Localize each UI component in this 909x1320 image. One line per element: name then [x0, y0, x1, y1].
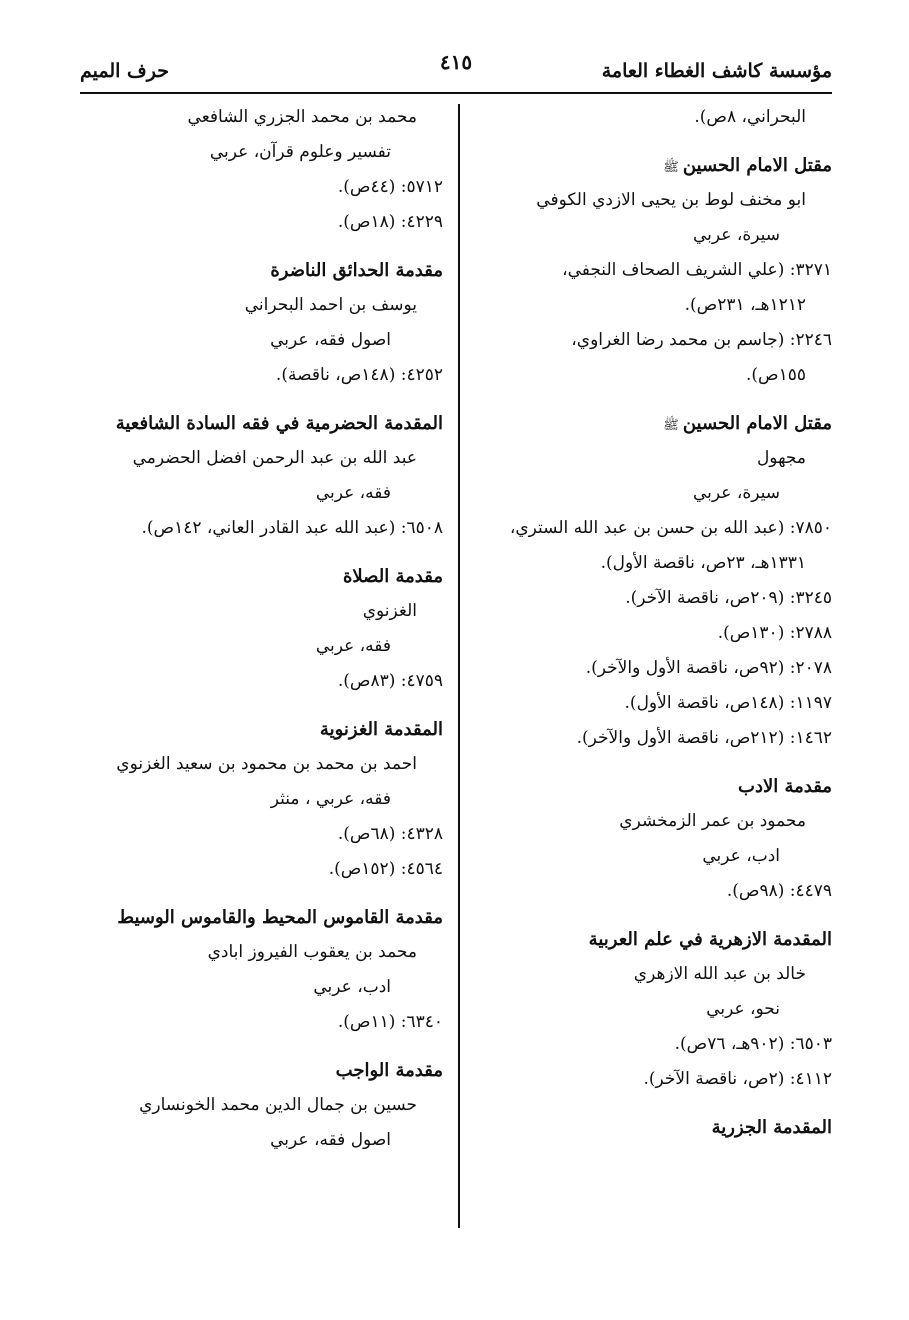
entry-line: ابو مخنف لوط بن يحيى الازدي الكوفي — [536, 190, 806, 210]
entry-title: المقدمة الغزنوية — [319, 719, 443, 740]
entry-line: خالد بن عبد الله الازهري — [633, 964, 806, 984]
entry-line: الغزنوي — [362, 601, 417, 621]
catalog-entry — [462, 1110, 832, 1145]
left-column — [77, 100, 443, 1171]
entry-line: ٣٢٤٥: (٢٠٩ص، ناقصة الآخر). — [625, 588, 832, 608]
entry-title: مقتل الامام الحسينﷺ — [663, 413, 832, 434]
entry-line: ادب، عربي — [702, 846, 780, 866]
entry-line: ٤٢٥٢: (١٤٨ص، ناقصة). — [275, 365, 443, 385]
entry-line: ٦٣٤٠: (١١ص). — [337, 1012, 443, 1032]
entry-line: ٢٠٧٨: (٩٢ص، ناقصة الأول والآخر). — [585, 658, 832, 678]
entry-title: المقدمة الجزرية — [711, 1117, 832, 1138]
catalog-entry — [77, 900, 443, 1040]
entry-title: المقدمة الازهرية في علم العربية — [588, 929, 832, 950]
catalog-entry — [462, 406, 832, 756]
entry-title: مقتل الامام الحسينﷺ — [663, 155, 832, 176]
entry-title: مقدمة القاموس المحيط والقاموس الوسيط — [117, 907, 443, 928]
entry-line: اصول فقه، عربي — [270, 1130, 391, 1150]
entry-line: فقه، عربي — [315, 636, 391, 656]
entry-line: يوسف بن احمد البحراني — [244, 295, 417, 315]
entry-line: فقه، عربي — [315, 483, 391, 503]
honorific-symbol: ﷺ — [663, 418, 679, 433]
section-title: حرف الميم — [80, 60, 169, 82]
entry-line: عبد الله بن عبد الرحمن افضل الحضرمي — [132, 448, 417, 468]
entry-line: اصول فقه، عربي — [270, 330, 391, 350]
entry-line: ٤٧٥٩: (٨٣ص). — [337, 671, 443, 691]
entry-line: فقه، عربي ، منثر — [270, 789, 391, 809]
entry-line: ٤٣٢٨: (٦٨ص). — [337, 824, 443, 844]
entry-title: المقدمة الحضرمية في فقه السادة الشافعية — [115, 413, 443, 434]
entry-line: ٣٢٧١: (علي الشريف الصحاف النجفي، — [562, 260, 832, 280]
entry-line: ٤٢٢٩: (١٨ص). — [337, 212, 443, 232]
column-divider — [458, 104, 460, 1228]
entry-line: احمد بن محمد بن محمود بن سعيد الغزنوي — [116, 754, 417, 774]
entry-line: محمد بن يعقوب الفيروز ابادي — [207, 942, 417, 962]
page-header — [80, 50, 832, 90]
entry-line: مجهول — [756, 448, 806, 468]
entry-title: مقدمة الادب — [738, 776, 832, 797]
entry-line: حسين بن جمال الدين محمد الخونساري — [139, 1095, 417, 1115]
entry-line: محمود بن عمر الزمخشري — [619, 811, 806, 831]
entry-line: البحراني، ٨ص). — [694, 107, 806, 127]
entry-line: ٦٥٠٨: (عبد الله عبد القادر العاني، ١٤٢ص). — [141, 518, 443, 538]
catalog-entry — [462, 100, 832, 135]
entry-line: تفسير وعلوم قرآن، عربي — [209, 142, 391, 162]
right-column — [462, 100, 832, 1158]
catalog-entry — [77, 406, 443, 546]
entry-line: سيرة، عربي — [693, 225, 780, 245]
publisher-name: مؤسسة كاشف الغطاء العامة — [601, 60, 832, 82]
entry-line: ٤١١٢: (٢ص، ناقصة الآخر). — [643, 1069, 832, 1089]
catalog-entry — [77, 712, 443, 887]
entry-line: ٧٨٥٠: (عبد الله بن حسن بن عبد الله الستري، — [509, 518, 832, 538]
entry-title: مقدمة الواجب — [335, 1060, 443, 1081]
entry-line: ادب، عربي — [313, 977, 391, 997]
page-number: ٤١٥ — [439, 50, 473, 74]
entry-line: ٤٥٦٤: (١٥٢ص). — [328, 859, 443, 879]
entry-line: ٢٢٤٦: (جاسم بن محمد رضا الغراوي، — [571, 330, 832, 350]
catalog-entry — [462, 922, 832, 1097]
entry-line: ١٣٣١هـ، ٢٣ص، ناقصة الأول). — [600, 553, 806, 573]
entry-line: ١١٩٧: (١٤٨ص، ناقصة الأول). — [624, 693, 832, 713]
honorific-symbol: ﷺ — [663, 160, 679, 175]
entry-line: ١٢١٢هـ، ٢٣١ص). — [684, 295, 806, 315]
catalog-entry — [462, 769, 832, 909]
catalog-entry — [77, 253, 443, 393]
entry-line: نحو، عربي — [706, 999, 780, 1019]
entry-line: ٦٥٠٣: (٩٠٢هـ، ٧٦ص). — [674, 1034, 832, 1054]
entry-line: ١٤٦٢: (٢١٢ص، ناقصة الأول والآخر). — [576, 728, 832, 748]
catalog-entry — [77, 100, 443, 240]
header-rule — [80, 92, 832, 94]
entry-line: ٢٧٨٨: (١٣٠ص). — [717, 623, 832, 643]
catalog-entry — [77, 559, 443, 699]
entry-line: سيرة، عربي — [693, 483, 780, 503]
entry-line: ٤٤٧٩: (٩٨ص). — [726, 881, 832, 901]
entry-line: محمد بن محمد الجزري الشافعي — [187, 107, 417, 127]
catalog-entry — [77, 1053, 443, 1158]
catalog-entry — [462, 148, 832, 393]
entry-title: مقدمة الحدائق الناضرة — [270, 260, 443, 281]
entry-line: ٥٧١٢: (٤٤ص). — [337, 177, 443, 197]
entry-line: ١٥٥ص). — [746, 365, 806, 385]
entry-title: مقدمة الصلاة — [342, 566, 443, 587]
